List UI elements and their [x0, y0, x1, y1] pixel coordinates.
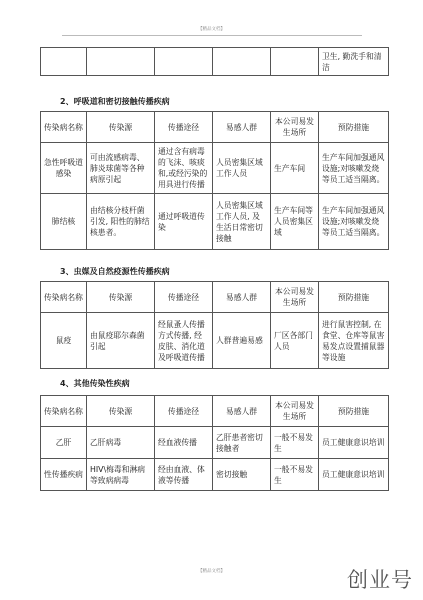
disease-prevent: 员工健康意识培训 [319, 459, 389, 491]
section-2-title: 2、呼吸道和密切接触传播疾病 [60, 97, 170, 106]
disease-people: 人员密集区域工作人员 [213, 143, 271, 194]
table-row [41, 427, 389, 459]
header-prevent: 预防措施 [319, 396, 389, 427]
header-place: 本公司易发生场所 [271, 396, 319, 427]
section-3-title: 3、虫媒及自然疫源性传播疾病 [60, 267, 170, 276]
disease-people: 人员密集区域工作人员, 及生活日常密切接触 [213, 194, 271, 250]
header-disease: 传染病名称 [41, 282, 87, 313]
disease-name: 乙肝 [41, 427, 87, 459]
header-people: 易感人群 [213, 282, 271, 313]
watermark-logo: 创业号 [347, 568, 413, 592]
disease-route: 通过含有病毒的飞沫、咳痰和,或经污染的用具进行传播 [155, 143, 213, 194]
disease-source: 由鼠疫耶尔森菌引起 [87, 313, 155, 369]
header-source: 传染源 [87, 396, 155, 427]
disease-place: 一般不易发生 [271, 459, 319, 491]
header-place: 本公司易发生场所 [271, 282, 319, 313]
header-prevent: 预防措施 [319, 282, 389, 313]
header-place: 本公司易发生场所 [271, 112, 319, 143]
section-4-title: 4、其他传染性疾病 [60, 379, 130, 388]
disease-prevent: 进行鼠害控制, 在食堂、仓库等鼠害易发点设置捕鼠器等设施 [319, 313, 389, 369]
disease-name: 性传播疾病 [41, 459, 87, 491]
disease-name: 鼠疫 [41, 313, 87, 369]
disease-name: 肺结核 [41, 194, 87, 250]
header-source: 传染源 [87, 282, 155, 313]
page-footer: 【精品文档】 [198, 569, 225, 574]
disease-prevent: 生产车间加强通风设施;对咳嗽发烧等员工适当隔离。 [319, 194, 389, 250]
disease-prevent: 生产车间加强通风设施;对咳嗽发烧等员工适当隔离。 [319, 143, 389, 194]
disease-route: 通过呼吸道传染 [155, 194, 213, 250]
disease-place: 生产车间 [271, 143, 319, 194]
table-row [41, 143, 389, 194]
disease-people: 人群普遍易感 [213, 313, 271, 369]
continuation-table [40, 47, 389, 76]
disease-source: 由结核分枝杆菌引发, 阳性的肺结核患者。 [87, 194, 155, 250]
disease-prevent: 员工健康意识培训 [319, 427, 389, 459]
disease-route: 经由血液、体液等传播 [155, 459, 213, 491]
table-row [41, 194, 389, 250]
disease-place: 厂区各部门人员 [271, 313, 319, 369]
header-people: 易感人群 [213, 396, 271, 427]
disease-route: 经鼠蚤人传播方式传播, 经皮肤、消化道及呼吸道传播 [155, 313, 213, 369]
header-route: 传播途径 [155, 282, 213, 313]
header-disease: 传染病名称 [41, 396, 87, 427]
vector-table [40, 281, 389, 369]
disease-source: 乙肝病毒 [87, 427, 155, 459]
disease-source: 可由流感病毒、肺炎球菌等各种病原引起 [87, 143, 155, 194]
respiratory-table [40, 111, 389, 250]
header-people: 易感人群 [213, 112, 271, 143]
disease-route: 经血液传播 [155, 427, 213, 459]
disease-source: HIV\梅毒和淋病等致病病毒 [87, 459, 155, 491]
disease-name: 急性呼吸道感染 [41, 143, 87, 194]
header-disease: 传染病名称 [41, 112, 87, 143]
header-route: 传播途径 [155, 396, 213, 427]
header-source: 传染源 [87, 112, 155, 143]
disease-place: 一般不易发生 [271, 427, 319, 459]
header-route: 传播途径 [155, 112, 213, 143]
table-row [41, 313, 389, 369]
disease-place: 生产车间等人员密集区域 [271, 194, 319, 250]
disease-people: 乙肝患者密切接触者 [213, 427, 271, 459]
header-divider [62, 35, 362, 36]
disease-people: 密切接触 [213, 459, 271, 491]
page-header: 【精品文档】 [198, 27, 225, 32]
other-table [40, 395, 389, 491]
header-prevent: 预防措施 [319, 112, 389, 143]
hygiene-cell: 卫生, 勤洗手和清洁 [319, 48, 389, 76]
table-row [41, 459, 389, 491]
